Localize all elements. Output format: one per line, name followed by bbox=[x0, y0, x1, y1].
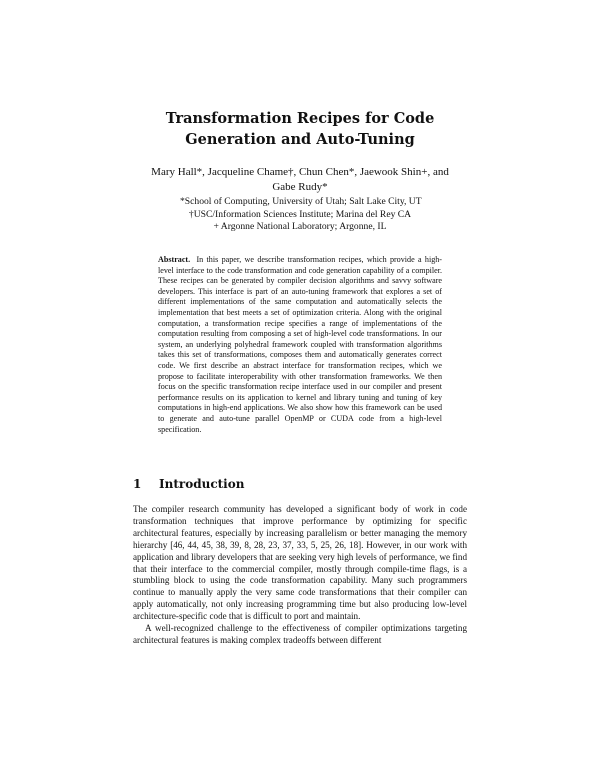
paragraph: A well-recognized challenge to the effectiveness of compiler optimizations targeting architectural features is making complex tradeoffs between different bbox=[133, 623, 467, 645]
author-list: Mary Hall*, Jacqueline Chame†, Chun Chen*, Jaewook Shin+, and Gabe Rudy* bbox=[151, 166, 449, 193]
section-heading bbox=[133, 477, 244, 491]
introduction-body bbox=[133, 504, 467, 647]
affiliation-argonne: + Argonne National Laboratory; Argonne, IL bbox=[213, 221, 387, 232]
paper-title: Transformation Recipes for Code Generation and Auto-Tuning bbox=[165, 110, 435, 148]
abstract-label: Abstract. bbox=[158, 255, 191, 264]
section-number: 1 bbox=[133, 477, 142, 491]
paragraph: The compiler research community has developed a significant body of work in code transformation techniques that improve performance by optimizing for specific architectural features, especially by increasing parallelism or better managing the memory hierarchy [46, 44, 45, 38, 39, 8, 28, 23, 37, 33, 5, 25, 26, 18]. However, in our work with application and library developers that are seeking very high levels of performance, we find that their interface to the commercial compiler, mostly through compile-time flags, is a stumbling block to using the code transformation capability. Many such programmers continue to manually apply the very same code transformations that their compiler can apply automatically, not only increasing programming time but also producing low-level architecture-specific code that is difficult to port and maintain. bbox=[133, 504, 467, 622]
section-title: Introduction bbox=[159, 477, 245, 491]
affiliations bbox=[180, 196, 420, 234]
affiliation-utah: *School of Computing, University of Utah; Salt Lake City, UT bbox=[180, 196, 422, 207]
abstract bbox=[158, 255, 442, 435]
abstract-text: In this paper, we describe transformation recipes, which provide a high-level interface to the code transformation and code generation capability of a compiler. These recipes can be generated by compiler decision algorithms and savvy software developers. This interface is part of an auto-tuning framework that explores a set of different implementations of the same computation and automatically selects the implementation that best meets a set of optimization criteria. Along with the original computation, a transformation recipe specifies a range of implementations of the computation resulting from composing a set of high-level code transformations. In our system, an underlying polyhedral framework coupled with transformation algorithms takes this set of transformations, composes them and automatically generates correct code. We first describe an abstract interface for transformation recipes, which we propose to facilitate interoperability with other transformation frameworks. We then focus on the specific transformation recipe interface used in our compiler and present performance results on its application to kernel and library tuning and tuning of key computations in high-end applications. We also show how this framework can be used to generate and auto-tune parallel OpenMP or CUDA code from a high-level specification. bbox=[158, 255, 442, 434]
affiliation-usc-isi: †USC/Information Sciences Institute; Marina del Rey CA bbox=[188, 208, 412, 220]
